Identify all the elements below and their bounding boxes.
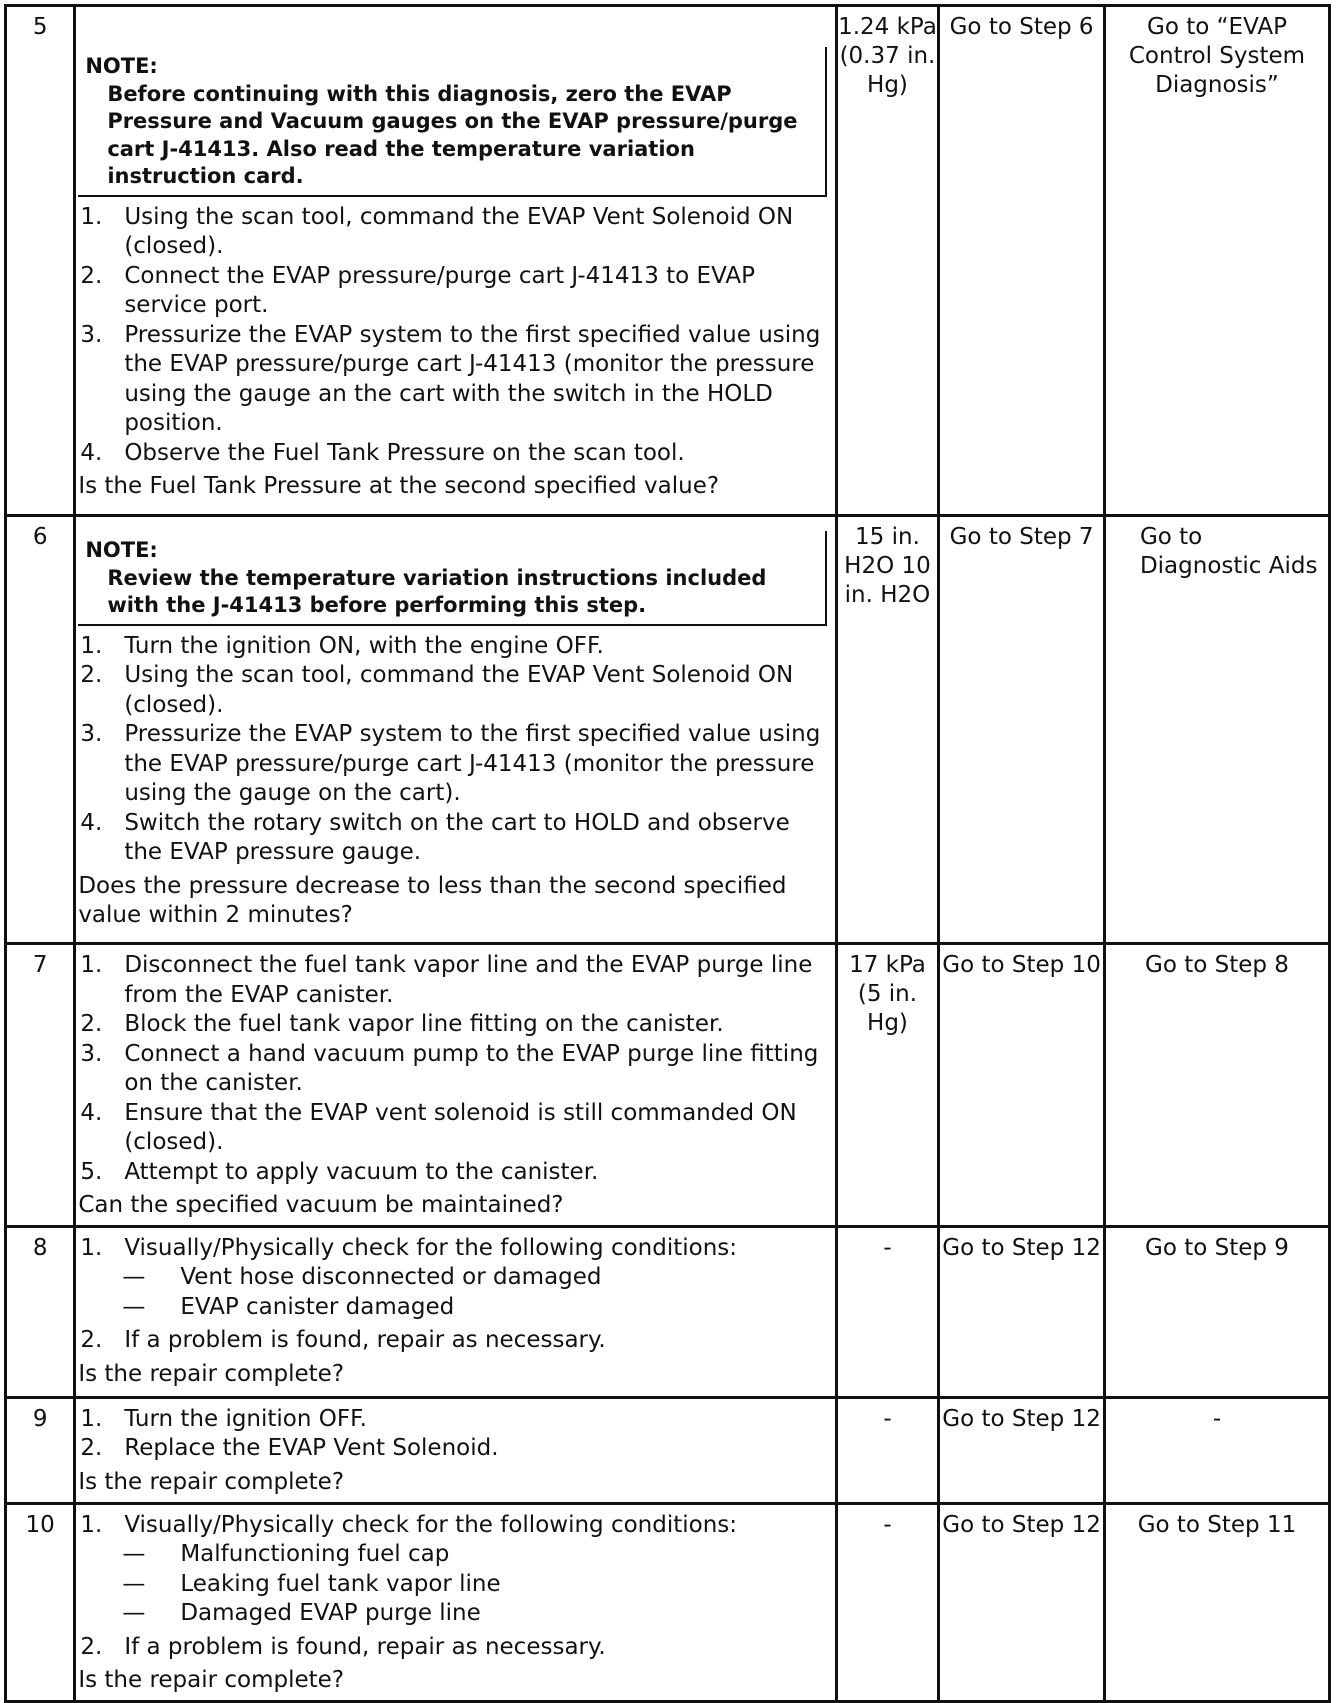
step-number: 10 xyxy=(6,1503,75,1701)
action-list xyxy=(78,1326,834,1356)
no-cell: Go to Step 8 xyxy=(1104,944,1329,1227)
question-text: Is the repair complete? xyxy=(78,1667,345,1693)
note-box xyxy=(78,47,826,197)
action-cell xyxy=(75,1397,836,1503)
note-label: NOTE: xyxy=(85,54,158,78)
no-cell: - xyxy=(1104,1397,1329,1503)
value-cell: 1.24 kPa (0.37 in. Hg) xyxy=(836,6,938,516)
step-number: 5 xyxy=(6,6,75,516)
note-text: Review the temperature variation instructions included with the J-41413 before performing this step. xyxy=(107,565,767,617)
action-list xyxy=(78,632,834,868)
value-cell: 15 in. H2O 10 in. H2O xyxy=(836,516,938,944)
list-item: 3. Connect a hand vacuum pump to the EVAP purge line fitting on the canister. xyxy=(80,1040,819,1096)
action-cell xyxy=(75,1226,836,1397)
table-row-step-7 xyxy=(6,944,1330,1227)
value-cell: - xyxy=(836,1397,938,1503)
action-list xyxy=(78,951,834,1187)
note-label: NOTE: xyxy=(85,538,158,562)
list-item: 1. Using the scan tool, command the EVAP Vent Solenoid ON (closed). xyxy=(80,203,794,259)
list-item: — Vent hose disconnected or damaged xyxy=(122,1264,602,1290)
question-text: Is the Fuel Tank Pressure at the second specified value? xyxy=(78,473,720,499)
list-item: 2. If a problem is found, repair as necessary. xyxy=(80,1327,606,1353)
table-row-step-9 xyxy=(6,1397,1330,1503)
list-item: 4. Switch the rotary switch on the cart to HOLD and observe the EVAP pressure gauge. xyxy=(80,809,790,865)
note-box xyxy=(78,531,826,626)
action-list xyxy=(78,1511,834,1541)
no-cell: Go to Step 11 xyxy=(1104,1503,1329,1701)
question-text: Is the repair complete? xyxy=(78,1360,345,1387)
value-cell: - xyxy=(836,1226,938,1397)
note-text: Before continuing with this diagnosis, zero the EVAP Pressure and Vacuum gauges on the EVAP pressure/purge cart J-41413. Also read the temperature variation instruction card. xyxy=(107,81,798,188)
list-item: 3. Pressurize the EVAP system to the first specified value using the EVAP pressure/purge cart J-41413 (monitor the pressure using the gauge on the cart). xyxy=(80,721,821,806)
step-number: 9 xyxy=(6,1397,75,1503)
list-item: — Damaged EVAP purge line xyxy=(122,1600,481,1626)
table-row-step-8 xyxy=(6,1226,1330,1397)
diagnostic-table xyxy=(4,4,1331,1703)
question-text: Is the repair complete? xyxy=(78,1468,345,1495)
list-item: 2. Block the fuel tank vapor line fitting on the canister. xyxy=(80,1011,724,1037)
no-cell: Go to Diagnostic Aids xyxy=(1104,516,1329,944)
action-list xyxy=(78,203,834,469)
list-item: 1. Turn the ignition OFF. xyxy=(80,1405,367,1432)
list-item: 4. Ensure that the EVAP vent solenoid is still commanded ON (closed). xyxy=(80,1099,797,1155)
step-number: 6 xyxy=(6,516,75,944)
no-cell: Go to Step 9 xyxy=(1104,1226,1329,1397)
action-list xyxy=(78,1405,834,1464)
table-row-step-5 xyxy=(6,6,1330,516)
action-cell xyxy=(75,516,836,944)
list-item: 2. If a problem is found, repair as necessary. xyxy=(80,1633,606,1660)
question-text: Can the specified vacuum be maintained? xyxy=(78,1192,564,1218)
condition-list xyxy=(76,1540,834,1629)
action-cell xyxy=(75,944,836,1227)
action-list xyxy=(78,1234,834,1264)
list-item: 2. Connect the EVAP pressure/purge cart J-41413 to EVAP service port. xyxy=(80,262,755,318)
table-row-step-10 xyxy=(6,1503,1330,1701)
yes-cell: Go to Step 7 xyxy=(939,516,1105,944)
list-item: 2. Replace the EVAP Vent Solenoid. xyxy=(80,1435,499,1461)
list-item: — Malfunctioning fuel cap xyxy=(122,1541,450,1567)
list-item: 5. Attempt to apply vacuum to the canister. xyxy=(80,1158,599,1185)
table-row-step-6 xyxy=(6,516,1330,944)
yes-cell: Go to Step 12 xyxy=(939,1503,1105,1701)
yes-cell: Go to Step 6 xyxy=(939,6,1105,516)
list-item: 3. Pressurize the EVAP system to the first specified value using the EVAP pressure/purge cart J-41413 (monitor the pressure using the gauge an the cart with the switch in the HOLD position. xyxy=(80,321,821,436)
list-item: — EVAP canister damaged xyxy=(122,1293,455,1320)
list-item: 1. Disconnect the fuel tank vapor line and the EVAP purge line from the EVAP canister. xyxy=(80,952,813,1008)
action-list xyxy=(78,1633,834,1663)
question-text: Does the pressure decrease to less than the second specified value within 2 minutes? xyxy=(78,872,787,928)
yes-cell: Go to Step 10 xyxy=(939,944,1105,1227)
list-item: — Leaking fuel tank vapor line xyxy=(122,1570,501,1597)
value-cell: 17 kPa (5 in. Hg) xyxy=(836,944,938,1227)
action-cell xyxy=(75,6,836,516)
value-cell: - xyxy=(836,1503,938,1701)
no-cell: Go to “EVAP Control System Diagnosis” xyxy=(1104,6,1329,516)
list-item: 1. Turn the ignition ON, with the engine OFF. xyxy=(80,632,604,659)
list-item: 1. Visually/Physically check for the following conditions: xyxy=(80,1234,738,1261)
list-item: 4. Observe the Fuel Tank Pressure on the scan tool. xyxy=(80,439,685,466)
condition-list xyxy=(76,1263,834,1322)
list-item: 2. Using the scan tool, command the EVAP Vent Solenoid ON (closed). xyxy=(80,662,794,718)
step-number: 8 xyxy=(6,1226,75,1397)
list-item: 1. Visually/Physically check for the following conditions: xyxy=(80,1511,738,1538)
step-number: 7 xyxy=(6,944,75,1227)
yes-cell: Go to Step 12 xyxy=(939,1226,1105,1397)
action-cell xyxy=(75,1503,836,1701)
yes-cell: Go to Step 12 xyxy=(939,1397,1105,1503)
